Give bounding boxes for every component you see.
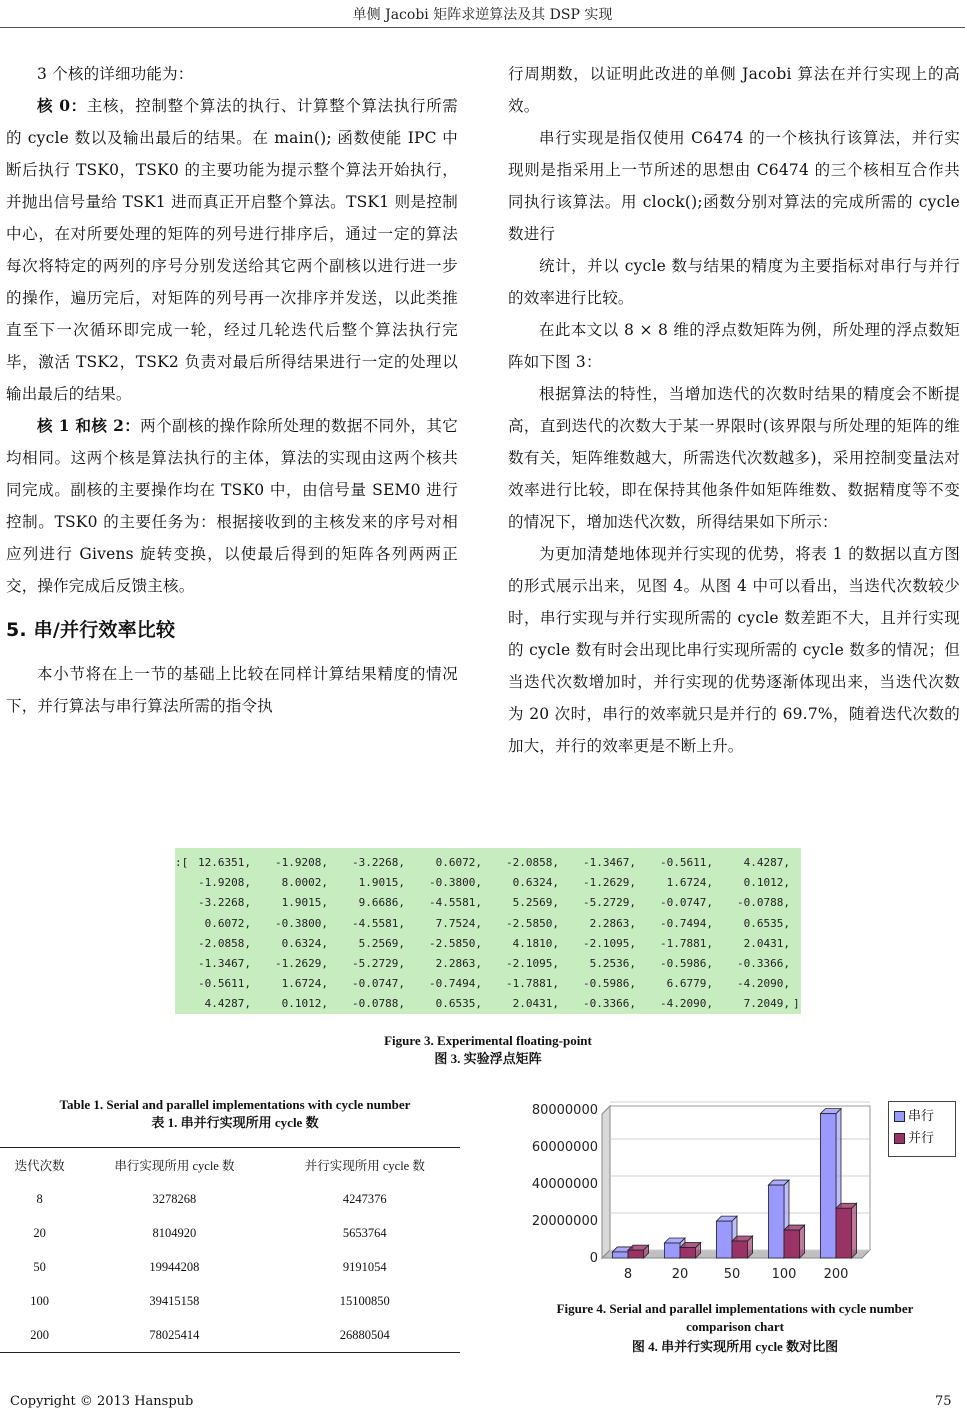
table-cell: 50: [33, 1259, 46, 1274]
matrix-cell: -0.5986,: [583, 977, 636, 991]
matrix-cell: 1.6724,: [666, 876, 713, 890]
matrix-cell: -0.3366,: [737, 957, 790, 970]
bar: [836, 1208, 852, 1258]
table-cell: 26880504: [339, 1327, 390, 1342]
matrix-cell: 0.6072,: [204, 916, 251, 930]
matrix-cell: -1.9208,: [198, 876, 251, 890]
paragraph: [6, 410, 458, 602]
table-cell: 9191054: [342, 1259, 387, 1274]
matrix-cell: 0.6072,: [435, 856, 482, 869]
matrix-cell: -0.3366,: [583, 997, 636, 1011]
y-tick-label: 80000000: [531, 1103, 598, 1118]
figure4-caption-en: comparison chart: [686, 1319, 784, 1334]
header-rule: [0, 27, 965, 28]
paragraph: 行周期数，以证明此改进的单侧 Jacobi 算法在并行实现上的高效。: [508, 65, 960, 115]
legend-swatch: [894, 1111, 905, 1122]
bar: [664, 1243, 680, 1258]
matrix-row: [175, 872, 801, 894]
matrix-cell: -2.0858,: [506, 856, 559, 869]
table-cell: 4247376: [342, 1191, 387, 1206]
footer-copyright: Copyright © 2013 Hanspub: [10, 1394, 194, 1409]
bar: [768, 1185, 784, 1258]
column-header: 串行实现所用 cycle 数: [114, 1159, 235, 1173]
matrix-cell: 0.6535,: [435, 997, 482, 1011]
matrix-cell: 0.6324,: [512, 876, 559, 890]
matrix-cell: -0.7494,: [429, 977, 482, 991]
matrix-cell: -0.0788,: [352, 997, 405, 1011]
table-cell: 100: [30, 1293, 49, 1308]
matrix-cell: -0.0788,: [737, 896, 790, 910]
paragraph: 本小节将在上一节的基础上比较在同样计算结果精度的情况下，并行算法与串行算法所需的指令执: [6, 665, 458, 715]
matrix-cell: -0.5611,: [660, 856, 713, 869]
bar: [820, 1114, 836, 1258]
matrix-cell: -0.7494,: [660, 916, 713, 930]
figure3-caption-en: Figure 3. Experimental floating-point: [384, 1033, 592, 1048]
matrix-row: [175, 933, 801, 955]
chart-side-wall: [602, 1106, 610, 1258]
legend-item: [894, 1107, 934, 1127]
table-cell: 5653764: [342, 1225, 387, 1240]
x-tick-label: 8: [623, 1267, 633, 1282]
paragraph: 在此本文以 8 × 8 维的浮点数矩阵为例，所处理的浮点数矩阵如下图 3：: [508, 321, 960, 371]
figure4-caption-en: Figure 4. Serial and parallel implementations with cycle number: [556, 1301, 914, 1316]
table1: [0, 1147, 460, 1353]
table-header-row: [0, 1148, 460, 1183]
table1-caption-en: Table 1. Serial and parallel implementations with cycle number: [59, 1097, 411, 1112]
matrix-cell: -1.3467,: [198, 957, 251, 970]
bar: [628, 1250, 644, 1258]
matrix-cell: 5.2569,: [358, 936, 405, 950]
matrix-cell: 6.6779,: [666, 977, 713, 991]
table-cell: 15100850: [339, 1293, 390, 1308]
matrix-figure: [175, 848, 801, 1014]
matrix-cell: 8.0002,: [281, 876, 328, 890]
legend-swatch: [894, 1133, 905, 1144]
y-tick-label: 0: [589, 1251, 598, 1266]
paragraph: 串行实现是指仅使用 C6474 的一个核执行该算法，并行实现则是指采用上一节所述的思想由 C6474 的三个核相互合作共同执行该算法。用 clock();函数分别对算法的完成所需的 cycle 数进行: [508, 129, 960, 243]
table-row: [0, 1182, 460, 1216]
bar: [680, 1248, 696, 1258]
matrix-row: [175, 892, 801, 914]
matrix-cell: -0.3800,: [275, 916, 328, 930]
matrix-cell: 5.2569,: [512, 896, 559, 910]
table-cell: 39415158: [149, 1293, 200, 1308]
matrix-cell: 1.9015,: [281, 896, 328, 910]
matrix-cell: -4.5581,: [352, 916, 405, 930]
matrix-cell: -5.2729,: [583, 896, 636, 910]
matrix-bracket: :[: [175, 856, 189, 869]
matrix-cell: -3.2268,: [352, 856, 405, 869]
table-cell: 3278268: [152, 1191, 197, 1206]
matrix-cell: -2.5850,: [506, 916, 559, 930]
table-cell: 19944208: [149, 1259, 200, 1274]
matrix-cell: 2.2863,: [589, 916, 636, 930]
table-row: [0, 1250, 460, 1284]
matrix-row: [175, 953, 801, 975]
matrix-cell: 5.2536,: [589, 957, 636, 970]
matrix-cell: -1.7881,: [506, 977, 559, 991]
figure4-caption-zh: 图 4. 串并行实现所用 cycle 数对比图: [631, 1339, 839, 1354]
x-tick-label: 100: [771, 1267, 797, 1282]
matrix-cell: -2.1095,: [506, 957, 559, 970]
matrix-cell: 2.0431,: [743, 936, 790, 950]
bar: [612, 1252, 628, 1258]
matrix-cell: -1.7881,: [660, 936, 713, 950]
matrix-cell: -0.0747,: [660, 896, 713, 910]
table-cell: 8: [36, 1191, 43, 1206]
left-column: [6, 58, 458, 722]
matrix-cell: 2.2863,: [435, 957, 482, 970]
matrix-cell: 0.6535,: [743, 916, 790, 930]
figure3-caption-zh: 图 3. 实验浮点矩阵: [434, 1051, 542, 1066]
bar: [716, 1221, 732, 1258]
matrix-cell: 7.2049,: [743, 997, 790, 1011]
bar: [732, 1241, 748, 1258]
matrix-cell: 4.1810,: [512, 936, 559, 950]
matrix-cell: -1.3467,: [583, 856, 636, 869]
y-tick-label: 40000000: [531, 1177, 598, 1192]
legend-item: [894, 1129, 934, 1149]
matrix-row: [175, 852, 801, 874]
matrix-cell: 1.9015,: [358, 876, 405, 890]
bar-chart: [510, 1098, 878, 1288]
matrix-cell: 7.7524,: [435, 916, 482, 930]
matrix-cell: -2.1095,: [583, 936, 636, 950]
matrix-cell: 0.1012,: [281, 997, 328, 1011]
matrix-cell: 12.6351,: [198, 856, 251, 869]
matrix-cell: -2.5850,: [429, 936, 482, 950]
table-cell: 200: [30, 1327, 49, 1342]
table-cell: 78025414: [149, 1327, 200, 1342]
bar: [784, 1230, 800, 1258]
table-cell: 20: [33, 1225, 46, 1240]
paragraph: 根据算法的特性，当增加迭代的次数时结果的精度会不断提高，直到迭代的次数大于某一界限时(该界限与所处理的矩阵的维数有关，矩阵维数越大，所需迭代次数越多)，采用控制变量法对效率进行比较，即在保持其他条件如矩阵维数、数据精度等不变的情况下，增加迭代次数，所得结果如下所示：: [508, 385, 960, 531]
y-tick-label: 60000000: [531, 1140, 598, 1155]
matrix-cell: 2.0431,: [512, 997, 559, 1011]
matrix-cell: -4.2090,: [737, 977, 790, 991]
bar-side: [800, 1225, 805, 1258]
column-header: 迭代次数: [14, 1159, 65, 1173]
core-label: 核 0：: [37, 96, 87, 115]
matrix-cell: -1.2629,: [275, 957, 328, 970]
matrix-cell: -4.5581,: [429, 896, 482, 910]
matrix-cell: -3.2268,: [198, 896, 251, 910]
paragraph: 为更加清楚地体现并行实现的优势，将表 1 的数据以直方图的形式展示出来，见图 4。从图 4 中可以看出，当迭代次数较少时，串行实现与并行实现所需的 cycle 数差距不大，且并行实现的 cycle 数有时会出现比串行实现所需的 cycle 数多的情况；但当迭代次数增加时，并行实现的优势逐渐体现出来，当迭代次数为 20 次时，串行的效率就只是并行的 69.7%，随着迭代次数的加大，并行的效率更是不断上升。: [508, 545, 960, 755]
section-title: 5. 串/并行效率比较: [6, 619, 176, 641]
matrix-cell: 1.6724,: [281, 977, 328, 991]
matrix-cell: 4.4287,: [204, 997, 251, 1011]
table1-caption-zh: 表 1. 串并行实现所用 cycle 数: [151, 1115, 319, 1130]
matrix-cell: -0.5611,: [198, 977, 251, 991]
matrix-row: [175, 973, 801, 995]
matrix-cell: -0.3800,: [429, 876, 482, 890]
matrix-cell: 0.1012,: [743, 876, 790, 890]
legend-label: 串行: [908, 1109, 935, 1124]
matrix-bracket: ]: [793, 997, 800, 1011]
column-header: 并行实现所用 cycle 数: [304, 1159, 425, 1173]
x-tick-label: 20: [671, 1267, 689, 1282]
matrix-cell: -1.9208,: [275, 856, 328, 869]
table-row: [0, 1216, 460, 1250]
matrix-cell: 9.6686,: [358, 896, 405, 910]
matrix-cell: -2.0858,: [198, 936, 251, 950]
paragraph: 统计，并以 cycle 数与结果的精度为主要指标对串行与并行的效率进行比较。: [508, 257, 960, 307]
matrix-cell: -1.2629,: [583, 876, 636, 890]
table-row: [0, 1318, 460, 1353]
chart-legend: [888, 1101, 956, 1157]
page-number: 75: [935, 1394, 952, 1409]
matrix-cell: -4.2090,: [660, 997, 713, 1011]
matrix-cell: -5.2729,: [352, 957, 405, 970]
matrix-cell: -0.0747,: [352, 977, 405, 991]
running-header: 单侧 Jacobi 矩阵求逆算法及其 DSP 实现: [352, 7, 613, 23]
matrix-cell: 4.4287,: [743, 856, 790, 869]
paragraph-text: 两个副核的操作除所处理的数据不同外，其它均相同。这两个核是算法执行的主体，算法的实现由这两个核共同完成。副核的主要操作均在 TSK0 中，由信号量 SEM0 进行控制。TSK0 的主要任务为：根据接收到的主核发来的序号对相应列进行 Givens 旋转变换，以使最后得到的矩阵各列两两正交，操作完成后反馈主核。: [6, 417, 458, 595]
matrix-row: [175, 993, 801, 1015]
x-tick-label: 50: [723, 1267, 741, 1282]
legend-label: 并行: [908, 1131, 935, 1146]
paragraph: 3 个核的详细功能为：: [37, 65, 194, 83]
table-row: [0, 1284, 460, 1318]
matrix-cell: 0.6324,: [281, 936, 328, 950]
x-tick-label: 200: [823, 1267, 849, 1282]
right-column: [508, 58, 960, 762]
matrix-cell: -0.5986,: [660, 957, 713, 970]
y-tick-label: 20000000: [531, 1214, 598, 1229]
bar-side: [852, 1203, 857, 1258]
paragraph: [6, 90, 458, 410]
core-label: 核 1 和核 2：: [37, 416, 141, 435]
paragraph-text: 主核，控制整个算法的执行、计算整个算法执行所需的 cycle 数以及输出最后的结果。在 main(); 函数使能 IPC 中断后执行 TSK0，TSK0 的主要功能为提示整个算法开始执行，并抛出信号量给 TSK1 进而真正开启整个算法。TSK1 则是控制中心，在对所要处理的矩阵的列号进行排序后，通过一定的算法每次将特定的两列的序号分别发送给其它两个副核以进行进一步的操作，遍历完后，对矩阵的列号再一次排序并发送，以此类推直至下一次循环即完成一轮，经过几轮迭代后整个算法执行完毕，激活 TSK2，TSK2 负责对最后所得结果进行一定的处理以输出最后的结果。: [6, 97, 459, 403]
matrix-row: [175, 913, 801, 935]
table-cell: 8104920: [152, 1225, 197, 1240]
